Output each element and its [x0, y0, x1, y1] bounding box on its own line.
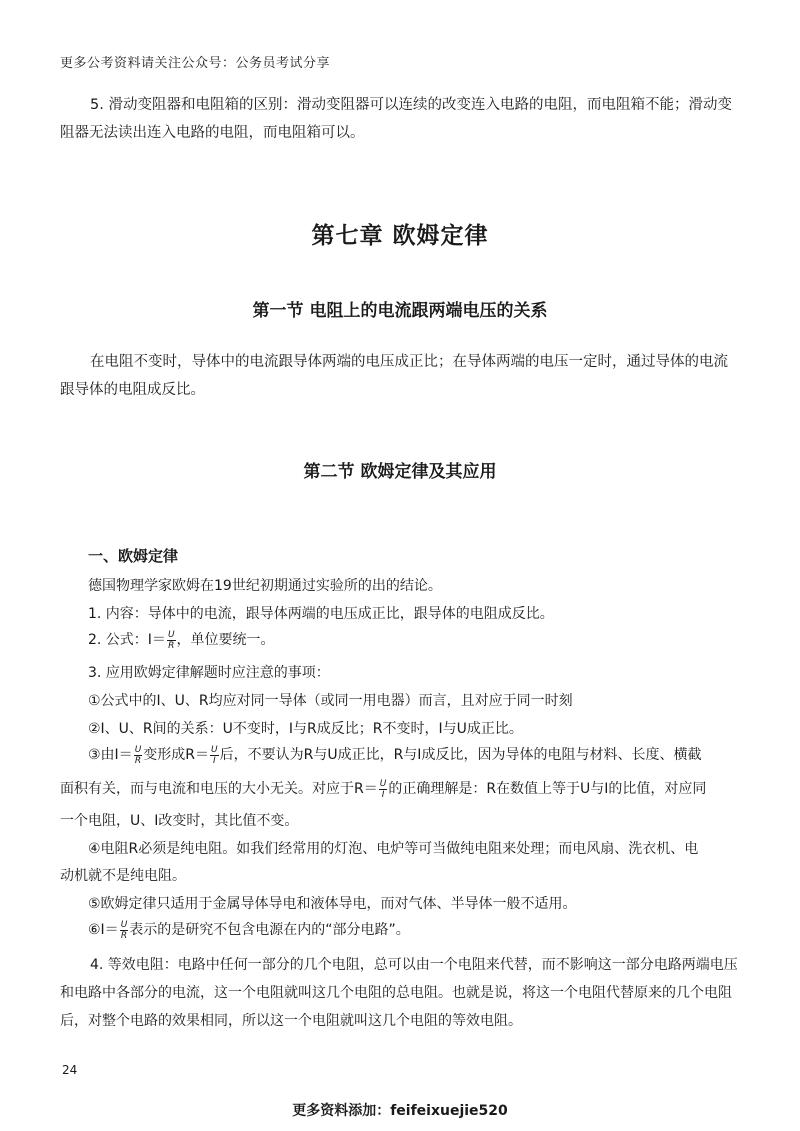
fraction-numerator: U — [211, 744, 218, 755]
fraction-numerator: U — [167, 629, 175, 640]
section-1-title: 第一节 电阻上的电流跟两端电压的关系 — [252, 301, 548, 321]
note-5: ⑤欧姆定律只适用于金属导体导电和液体导电，而对气体、半导体一般不适用。 — [88, 896, 577, 912]
note-6-text-a: ⑥I＝ — [88, 922, 119, 938]
header-note: 更多公考资料请关注公众号：公务员考试分享 — [60, 56, 331, 71]
note-3-text-c: 后，不要认为R与U成正比，R与I成反比，因为导体的电阻与材料、长度、横截 — [219, 747, 702, 763]
fraction-denominator: R — [120, 930, 128, 941]
page-number: 24 — [62, 1063, 78, 1077]
footer-note: 更多资料添加：feifeixuejie520 — [292, 1103, 508, 1119]
note-3-text-e: 的正确理解是：R在数值上等于U与I的比值，对应同 — [388, 781, 707, 797]
fraction-denominator: I — [381, 789, 385, 800]
note-3-line-3: 一个电阻，U、I改变时，其比值不变。 — [60, 813, 299, 829]
fraction-u-over-i — [210, 745, 219, 766]
fraction-denominator: R — [134, 755, 142, 766]
fraction-denominator: I — [212, 755, 216, 766]
note-3-text-d: 面积有关，而与电流和电压的大小无关。对应于R＝ — [60, 781, 378, 797]
note-6 — [88, 919, 410, 941]
note-2: ②I、U、R间的关系：U不变时，I与R成反比；R不变时，I与U成正比。 — [88, 721, 523, 737]
section-1-body: 在电阻不变时，导体中的电流跟导体两端的电压成正比；在导体两端的电压一定时，通过导体的电流跟导体的电阻成反比。 — [60, 354, 728, 398]
note-6-text-b: 表示的是研究不包含电源在内的“部分电路”。 — [129, 922, 410, 938]
formula-line — [88, 629, 275, 651]
fraction-denominator: R — [168, 640, 175, 651]
formula-suffix: ，单位要统一。 — [176, 632, 275, 648]
notes-heading: 3. 应用欧姆定律解题时应注意的事项： — [88, 665, 330, 681]
item-5-paragraph: 5. 滑动变阻器和电阻箱的区别：滑动变阻器可以连续的改变连入电路的电阻，而电阻箱不能；滑动变阻器无法读出连入电路的电阻，而电阻箱可以。 — [60, 97, 732, 141]
fraction-u-over-i — [379, 779, 388, 800]
fraction-u-over-r — [120, 920, 129, 941]
note-3-line-2 — [60, 778, 706, 800]
fraction-numerator: U — [120, 919, 128, 930]
note-3-line-1 — [88, 744, 701, 766]
chapter-title: 第七章 欧姆定律 — [311, 223, 489, 249]
content-line: 1. 内容：导体中的电流，跟导体两端的电压成正比，跟导体的电阻成反比。 — [88, 606, 554, 622]
note-4-line-2: 动机就不是纯电阻。 — [60, 868, 186, 884]
formula-prefix: 2. 公式：I＝ — [88, 632, 166, 648]
fraction-numerator: U — [134, 744, 142, 755]
note-3-text-a: ③由I＝ — [88, 747, 133, 763]
item-4-paragraph: 4. 等效电阻：电路中任何一部分的几个电阻，总可以由一个电阻来代替，而不影响这一部分电路两端电压和电路中各部分的电流，这一个电阻就叫这几个电阻的总电阻。也就是说，将这一个电阻代替原来的几个电阻后，对整个电路的效果相同，所以这一个电阻就叫这几个电阻的等效电阻。 — [60, 957, 738, 1029]
fraction-u-over-r — [167, 630, 176, 651]
fraction-u-over-r — [134, 745, 143, 766]
note-1: ①公式中的I、U、R均应对同一导体（或同一用电器）而言，且对应于同一时刻 — [88, 693, 573, 709]
section-2-title: 第二节 欧姆定律及其应用 — [303, 462, 497, 482]
intro-line: 德国物理学家欧姆在19世纪初期通过实验所的出的结论。 — [88, 578, 442, 594]
subsection-heading: 一、欧姆定律 — [88, 547, 179, 565]
fraction-numerator: U — [379, 778, 387, 789]
note-4-line-1: ④电阻R必须是纯电阻。如我们经常用的灯泡、电炉等可当做纯电阻来处理；而电风扇、洗衣机、电 — [88, 841, 699, 857]
note-3-text-b: 变形成R＝ — [143, 747, 210, 763]
